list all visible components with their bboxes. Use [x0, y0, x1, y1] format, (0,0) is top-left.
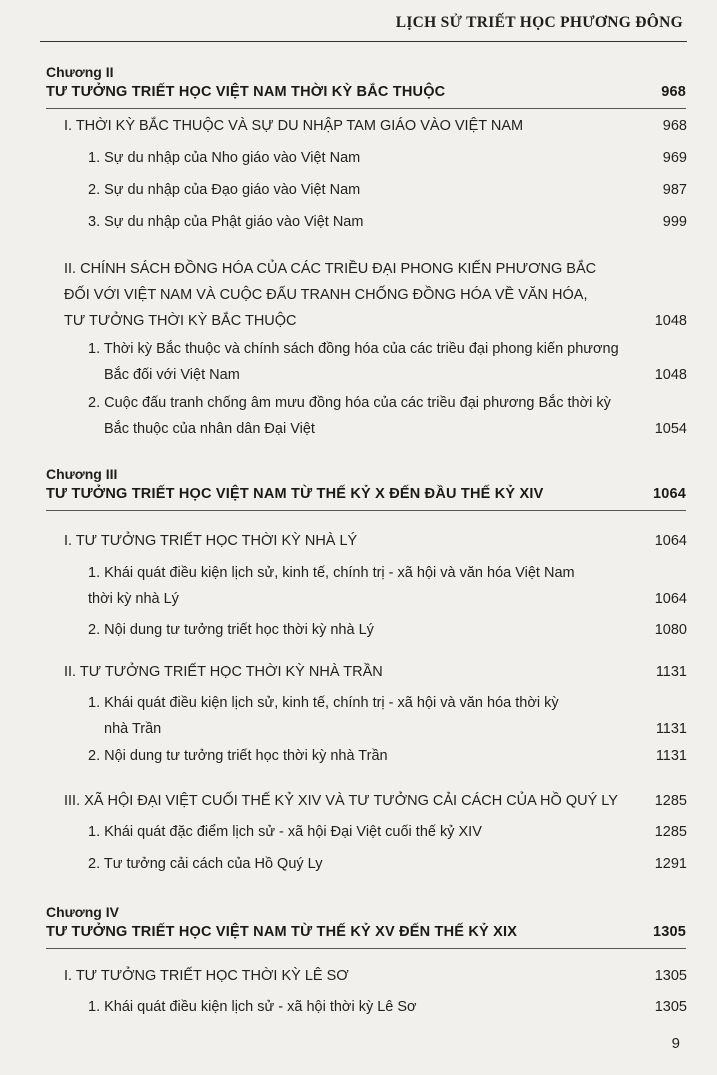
toc-section-title-line: TƯ TƯỞNG THỜI KỲ BẮC THUỘC: [64, 313, 297, 329]
toc-section[interactable]: [64, 659, 687, 685]
toc-item-title: [88, 390, 645, 442]
toc-item-title: [88, 690, 646, 742]
chapter-rule: [46, 108, 686, 109]
toc-page-number: 1080: [654, 622, 687, 638]
chapter-title: TƯ TƯỞNG TRIẾT HỌC VIỆT NAM TỪ THẾ KỶ XV ĐẾN THẾ KỶ XIX: [46, 924, 518, 940]
toc-item-title-line: Bắc đối với Việt Nam: [104, 367, 240, 383]
toc-item-title: 1. Khái quát đặc điểm lịch sử - xã hội Đại Việt cuối thế kỷ XIV: [88, 824, 482, 840]
toc-section[interactable]: [64, 113, 687, 139]
toc-item-title: 1. Khái quát điều kiện lịch sử - xã hội thời kỳ Lê Sơ: [88, 999, 417, 1015]
toc-item[interactable]: [88, 145, 687, 171]
chapter-rule: [46, 948, 686, 949]
toc-section[interactable]: [64, 788, 687, 814]
toc-page-number: 1285: [654, 793, 687, 809]
toc-page-number: 1048: [654, 367, 687, 383]
chapter-heading[interactable]: [46, 466, 686, 511]
chapter-title: TƯ TƯỞNG TRIẾT HỌC VIỆT NAM TỪ THẾ KỶ X ĐẾN ĐẦU THẾ KỶ XIV: [46, 486, 544, 502]
toc-section-title: II. TƯ TƯỞNG TRIẾT HỌC THỜI KỲ NHÀ TRẦN: [64, 664, 383, 680]
toc-item[interactable]: [88, 617, 687, 643]
toc-item-title: [88, 560, 645, 612]
chapter-label: Chương III: [46, 466, 118, 482]
toc-item-title-line: 1. Thời kỳ Bắc thuộc và chính sách đồng hóa của các triều đại phong kiến phương: [88, 341, 619, 357]
toc-item-title-line: 1. Khái quát điều kiện lịch sử, kinh tế, chính trị - xã hội và văn hóa thời kỳ: [88, 695, 559, 711]
toc-page-number: 1131: [655, 664, 687, 680]
toc-section-title: I. TƯ TƯỞNG TRIẾT HỌC THỜI KỲ LÊ SƠ: [64, 968, 349, 984]
running-header: LỊCH SỬ TRIẾT HỌC PHƯƠNG ĐÔNG: [395, 14, 683, 31]
toc-item-title: 2. Nội dung tư tưởng triết học thời kỳ nhà Trần: [88, 748, 388, 764]
chapter-page: 1064: [652, 486, 686, 502]
toc-section[interactable]: [64, 528, 687, 554]
toc-page-number: 1285: [654, 824, 687, 840]
toc-item[interactable]: [88, 390, 687, 442]
toc-page-number: 1054: [654, 421, 687, 437]
toc-section-title-line: ĐỐI VỚI VIỆT NAM VÀ CUỘC ĐẤU TRANH CHỐNG ĐỒNG HÓA VỀ VĂN HÓA,: [64, 287, 588, 303]
toc-page-number: 1305: [654, 999, 687, 1015]
toc-page-number: 968: [662, 118, 687, 134]
toc-item-title-line: thời kỳ nhà Lý: [88, 591, 179, 607]
header-rule: [40, 41, 687, 42]
toc-page-number: 1064: [654, 591, 687, 607]
toc-item-title: 2. Sự du nhập của Đạo giáo vào Việt Nam: [88, 182, 361, 198]
toc-page-number: 969: [662, 150, 687, 166]
chapter-label: Chương II: [46, 64, 114, 80]
toc-page-number: 1064: [654, 533, 687, 549]
toc-section-title: III. XÃ HỘI ĐẠI VIỆT CUỐI THẾ KỶ XIV VÀ TƯ TƯỞNG CẢI CÁCH CỦA HỒ QUÝ LY: [64, 793, 618, 809]
chapter-page: 968: [661, 84, 686, 100]
toc-page-number: 1131: [655, 721, 687, 737]
toc-page-number: 987: [662, 182, 687, 198]
chapter-heading[interactable]: [46, 64, 686, 109]
toc-section-title: [64, 256, 645, 334]
toc-item[interactable]: [88, 819, 687, 845]
toc-section[interactable]: [64, 256, 687, 334]
toc-page-number: 999: [662, 214, 687, 230]
toc-item-title-line: nhà Trần: [104, 721, 162, 737]
toc-item[interactable]: [88, 209, 687, 235]
toc-item[interactable]: [88, 851, 687, 877]
toc-section-title: I. THỜI KỲ BẮC THUỘC VÀ SỰ DU NHẬP TAM GIÁO VÀO VIỆT NAM: [64, 118, 524, 134]
toc-item-title-line: 2. Cuộc đấu tranh chống âm mưu đồng hóa của các triều đại phương Bắc thời kỳ: [88, 395, 611, 411]
toc-page-number: 1291: [654, 856, 687, 872]
toc-item[interactable]: [88, 336, 687, 388]
toc-item-title: 3. Sự du nhập của Phật giáo vào Việt Nam: [88, 214, 364, 230]
toc-item-title: 2. Tư tưởng cải cách của Hồ Quý Ly: [88, 856, 323, 872]
chapter-rule: [46, 510, 686, 511]
toc-section-title: I. TƯ TƯỞNG TRIẾT HỌC THỜI KỲ NHÀ LÝ: [64, 533, 358, 549]
toc-item[interactable]: [88, 994, 687, 1020]
chapter-heading[interactable]: [46, 904, 686, 949]
chapter-label: Chương IV: [46, 904, 119, 920]
toc-item[interactable]: [88, 177, 687, 203]
toc-page-number: 1305: [654, 968, 687, 984]
toc-section-title-line: II. CHÍNH SÁCH ĐỒNG HÓA CỦA CÁC TRIỀU ĐẠI PHONG KIẾN PHƯƠNG BẮC: [64, 261, 597, 277]
toc-section[interactable]: [64, 963, 687, 989]
toc-item[interactable]: [88, 560, 687, 612]
page-number: 9: [671, 1035, 680, 1052]
toc-item-title: 2. Nội dung tư tưởng triết học thời kỳ nhà Lý: [88, 622, 374, 638]
chapter-title: TƯ TƯỞNG TRIẾT HỌC VIỆT NAM THỜI KỲ BẮC THUỘC: [46, 84, 446, 100]
toc-item-title-line: Bắc thuộc của nhân dân Đại Việt: [104, 421, 315, 437]
toc-page-number: 1131: [655, 748, 687, 764]
chapter-page: 1305: [652, 924, 686, 940]
toc-item[interactable]: [88, 743, 687, 769]
toc-item[interactable]: [88, 690, 687, 742]
toc-item-title-line: 1. Khái quát điều kiện lịch sử, kinh tế, chính trị - xã hội và văn hóa Việt Nam: [88, 565, 575, 581]
toc-page-number: 1048: [654, 313, 687, 329]
toc-item-title: 1. Sự du nhập của Nho giáo vào Việt Nam: [88, 150, 361, 166]
toc-item-title: [88, 336, 645, 388]
